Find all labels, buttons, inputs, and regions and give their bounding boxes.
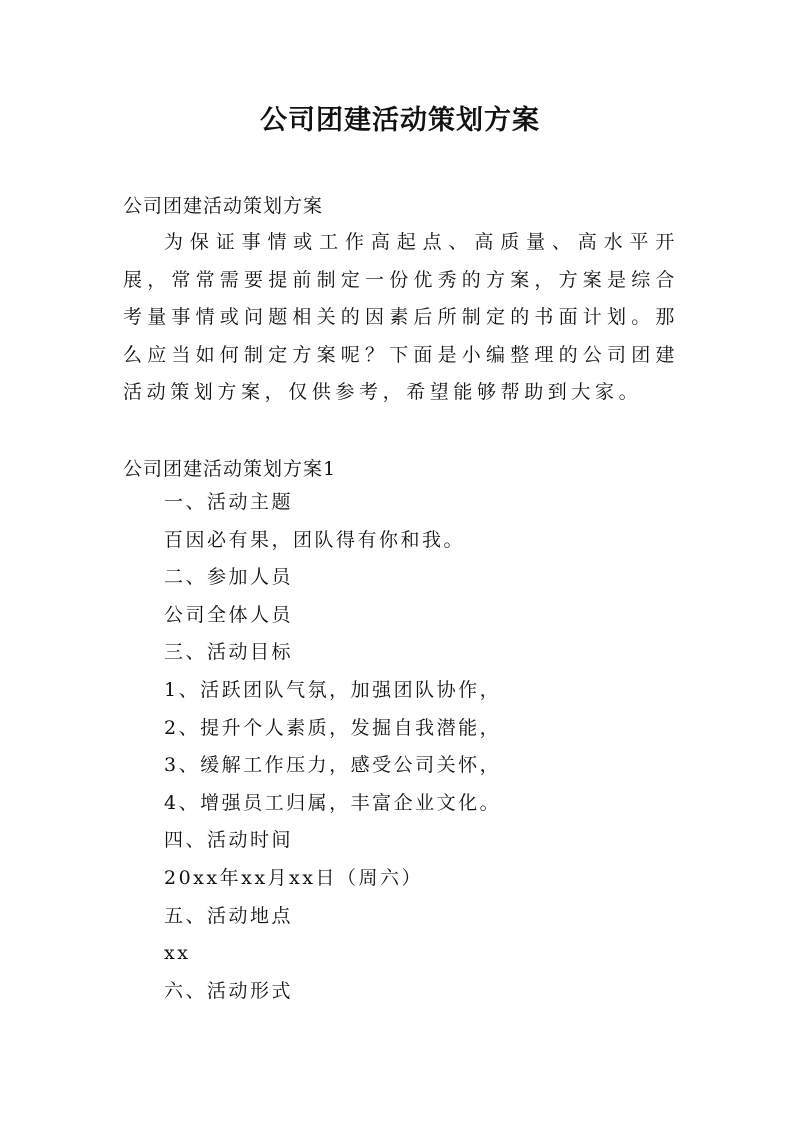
goal-item: 4、增强员工归属，丰富企业文化。 — [164, 791, 502, 814]
heading-time: 四、活动时间 — [164, 829, 294, 852]
location-text: xx — [164, 942, 191, 965]
participants-text: 公司全体人员 — [164, 603, 294, 626]
heading-theme: 一、活动主题 — [164, 491, 294, 513]
document-subtitle: 公司团建活动策划方案 — [123, 195, 324, 217]
plan-content — [164, 484, 501, 1010]
theme-text: 百因必有果，团队得有你和我。 — [164, 528, 466, 551]
heading-location: 五、活动地点 — [164, 904, 294, 927]
section-heading: 公司团建活动策划方案1 — [123, 458, 337, 480]
heading-goals: 三、活动目标 — [164, 641, 294, 664]
goal-item: 3、缓解工作压力，感受公司关怀， — [164, 754, 502, 777]
time-text: 20xx年xx月xx日（周六） — [164, 866, 423, 889]
goal-item: 1、活跃团队气氛，加强团队协作， — [164, 678, 502, 701]
intro-paragraph: 为保证事情或工作高起点、高质量、高水平开展，常常需要提前制定一份优秀的方案，方案是综合考量事情或问题相关的因素后所制定的书面计划。那么应当如何制定方案呢？下面是小编整理的公司团建活动策划方案，仅供参考，希望能够帮助到大家。 — [123, 231, 679, 404]
heading-format: 六、活动形式 — [164, 979, 294, 1002]
document-title: 公司团建活动策划方案 — [260, 105, 540, 136]
goal-item: 2、提升个人素质，发掘自我潜能， — [164, 716, 502, 739]
heading-participants: 二、参加人员 — [164, 566, 294, 589]
